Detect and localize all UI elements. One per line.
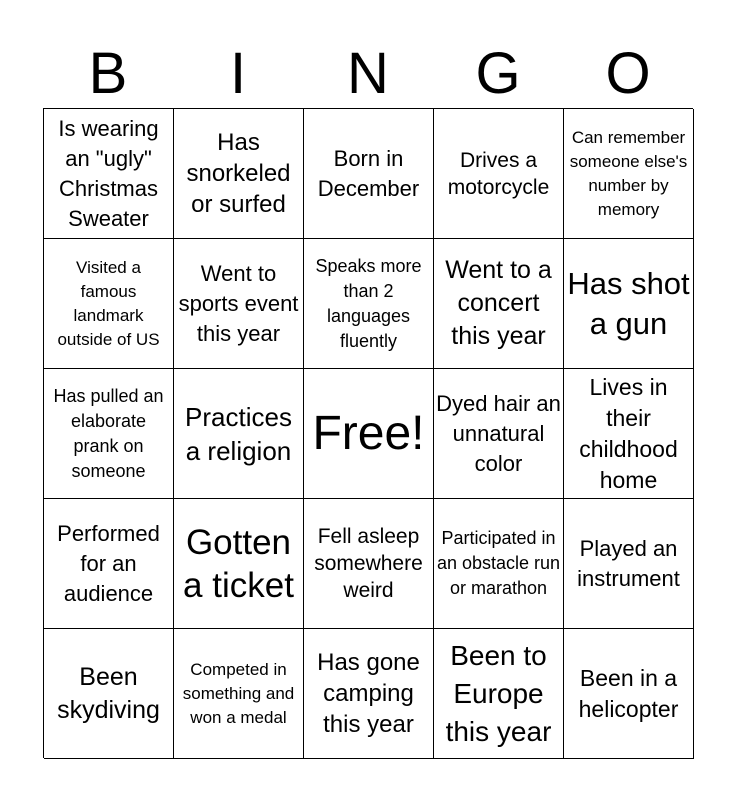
bingo-cell[interactable] [44,629,174,759]
bingo-cell[interactable] [564,629,694,759]
bingo-cell[interactable] [564,369,694,499]
bingo-cell[interactable] [174,499,304,629]
bingo-cell-free[interactable] [304,369,434,499]
bingo-cell[interactable] [174,629,304,759]
header-letter-o: O [605,41,651,106]
cell-text: Lives in their childhood home [579,373,678,493]
cell-text: Free! [312,406,425,460]
bingo-cell[interactable] [44,369,174,499]
cell-text: Has snorkeled or surfed [186,129,291,218]
cell-text: Fell asleep somewhere weird [314,525,423,602]
cell-text: Is wearing an "ugly" Christmas Sweater [58,115,159,231]
bingo-cell[interactable] [304,239,434,369]
bingo-cell[interactable] [304,499,434,629]
cell-text: Performed for an audience [57,520,160,606]
header-letter-b: B [88,41,128,106]
bingo-cell[interactable] [564,109,694,239]
bingo-cell[interactable] [434,499,564,629]
bingo-cell[interactable] [174,369,304,499]
header-letter-i: I [229,41,247,106]
cell-text: Played an instrument [577,535,680,591]
cell-text: Can remember someone else's number by memory [569,127,688,219]
cell-text: Been to Europe this year [445,639,552,747]
bingo-cell[interactable] [434,629,564,759]
cell-text: Went to a concert this year [445,256,552,350]
cell-text: Been in a helicopter [578,664,679,722]
bingo-cell[interactable] [174,109,304,239]
bingo-cell[interactable] [174,239,304,369]
bingo-header [43,40,693,108]
bingo-cell[interactable] [434,109,564,239]
cell-text: Visited a famous landmark outside of US [57,257,160,349]
bingo-cell[interactable] [44,239,174,369]
cell-text: Has shot a gun [567,265,690,341]
bingo-cell[interactable] [44,499,174,629]
bingo-cell[interactable] [434,239,564,369]
bingo-cell[interactable] [434,369,564,499]
bingo-cell[interactable] [44,109,174,239]
cell-text: Born in December [317,145,420,201]
cell-text: Practices a religion [185,401,292,466]
bingo-cell[interactable] [304,109,434,239]
cell-text: Participated in an obstacle run or marathon [436,528,561,598]
cell-text: Competed in something and won a medal [182,659,295,727]
cell-text: Has pulled an elaborate prank on someone [53,385,164,481]
cell-text: Speaks more than 2 languages fluently [315,255,422,351]
bingo-cell[interactable] [564,239,694,369]
bingo-cell[interactable] [304,629,434,759]
cell-text: Has gone camping this year [317,649,420,738]
cell-text: Been skydiving [57,662,160,724]
cell-text: Gotten a ticket [183,522,294,605]
bingo-cell[interactable] [564,499,694,629]
cell-text: Went to sports event this year [178,260,299,346]
header-letter-g: G [475,41,521,106]
bingo-grid [43,108,693,758]
cell-text: Drives a motorcycle [447,148,550,199]
header-letter-n: N [347,41,389,106]
cell-text: Dyed hair an unnatural color [436,390,561,476]
